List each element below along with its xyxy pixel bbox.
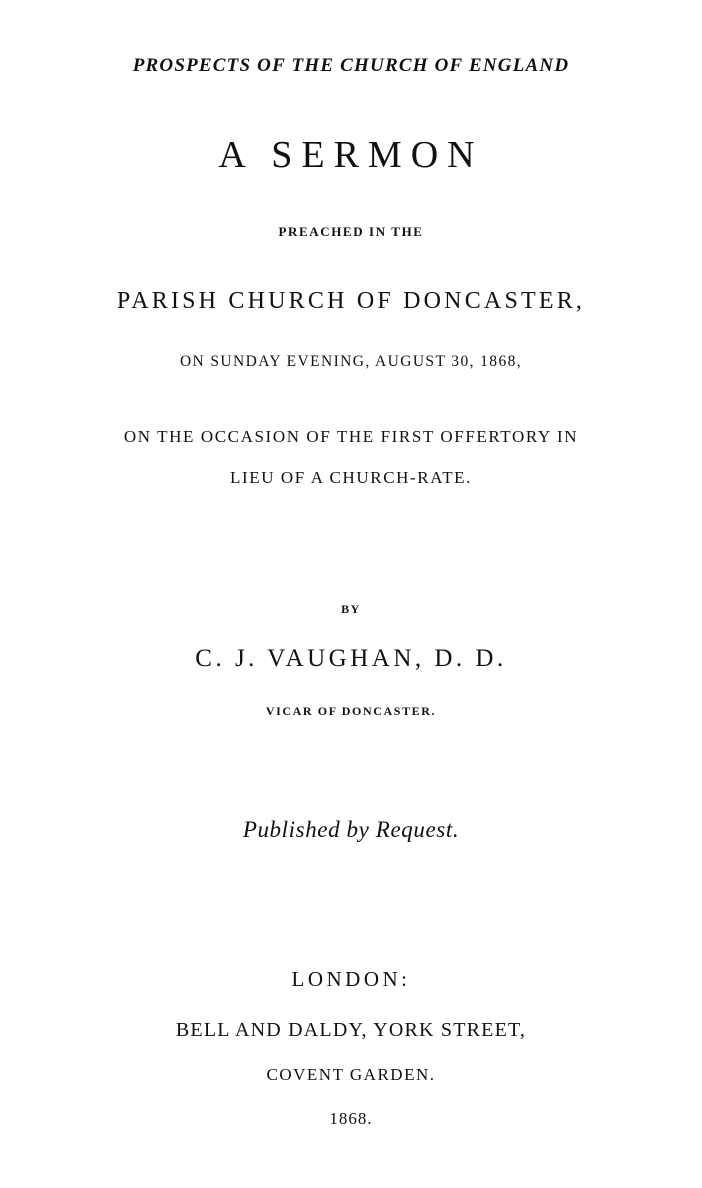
occasion-line-2: LIEU OF A CHURCH-RATE. (229, 468, 473, 487)
church-name: PARISH CHURCH OF DONCASTER, (116, 288, 586, 314)
author-name: C. J. VAUGHAN, D. D. (195, 645, 507, 672)
by-line: BY (341, 602, 361, 616)
imprint-city: LONDON: (291, 967, 411, 991)
preached-in-line: PREACHED IN THE (278, 224, 424, 239)
imprint-publisher: BELL AND DALDY, YORK STREET, (175, 1019, 527, 1041)
published-note: Published by Request. (242, 817, 460, 842)
author-title: VICAR OF DONCASTER. (265, 704, 437, 718)
imprint-location: COVENT GARDEN. (266, 1065, 436, 1084)
imprint-year: 1868. (329, 1109, 373, 1128)
series-title: PROSPECTS OF THE CHURCH OF ENGLAND (132, 55, 570, 76)
occasion-line-1: ON THE OCCASION OF THE FIRST OFFERTORY IN (123, 427, 579, 446)
main-title: A SERMON (218, 134, 484, 176)
date-line: ON SUNDAY EVENING, AUGUST 30, 1868, (179, 353, 523, 370)
